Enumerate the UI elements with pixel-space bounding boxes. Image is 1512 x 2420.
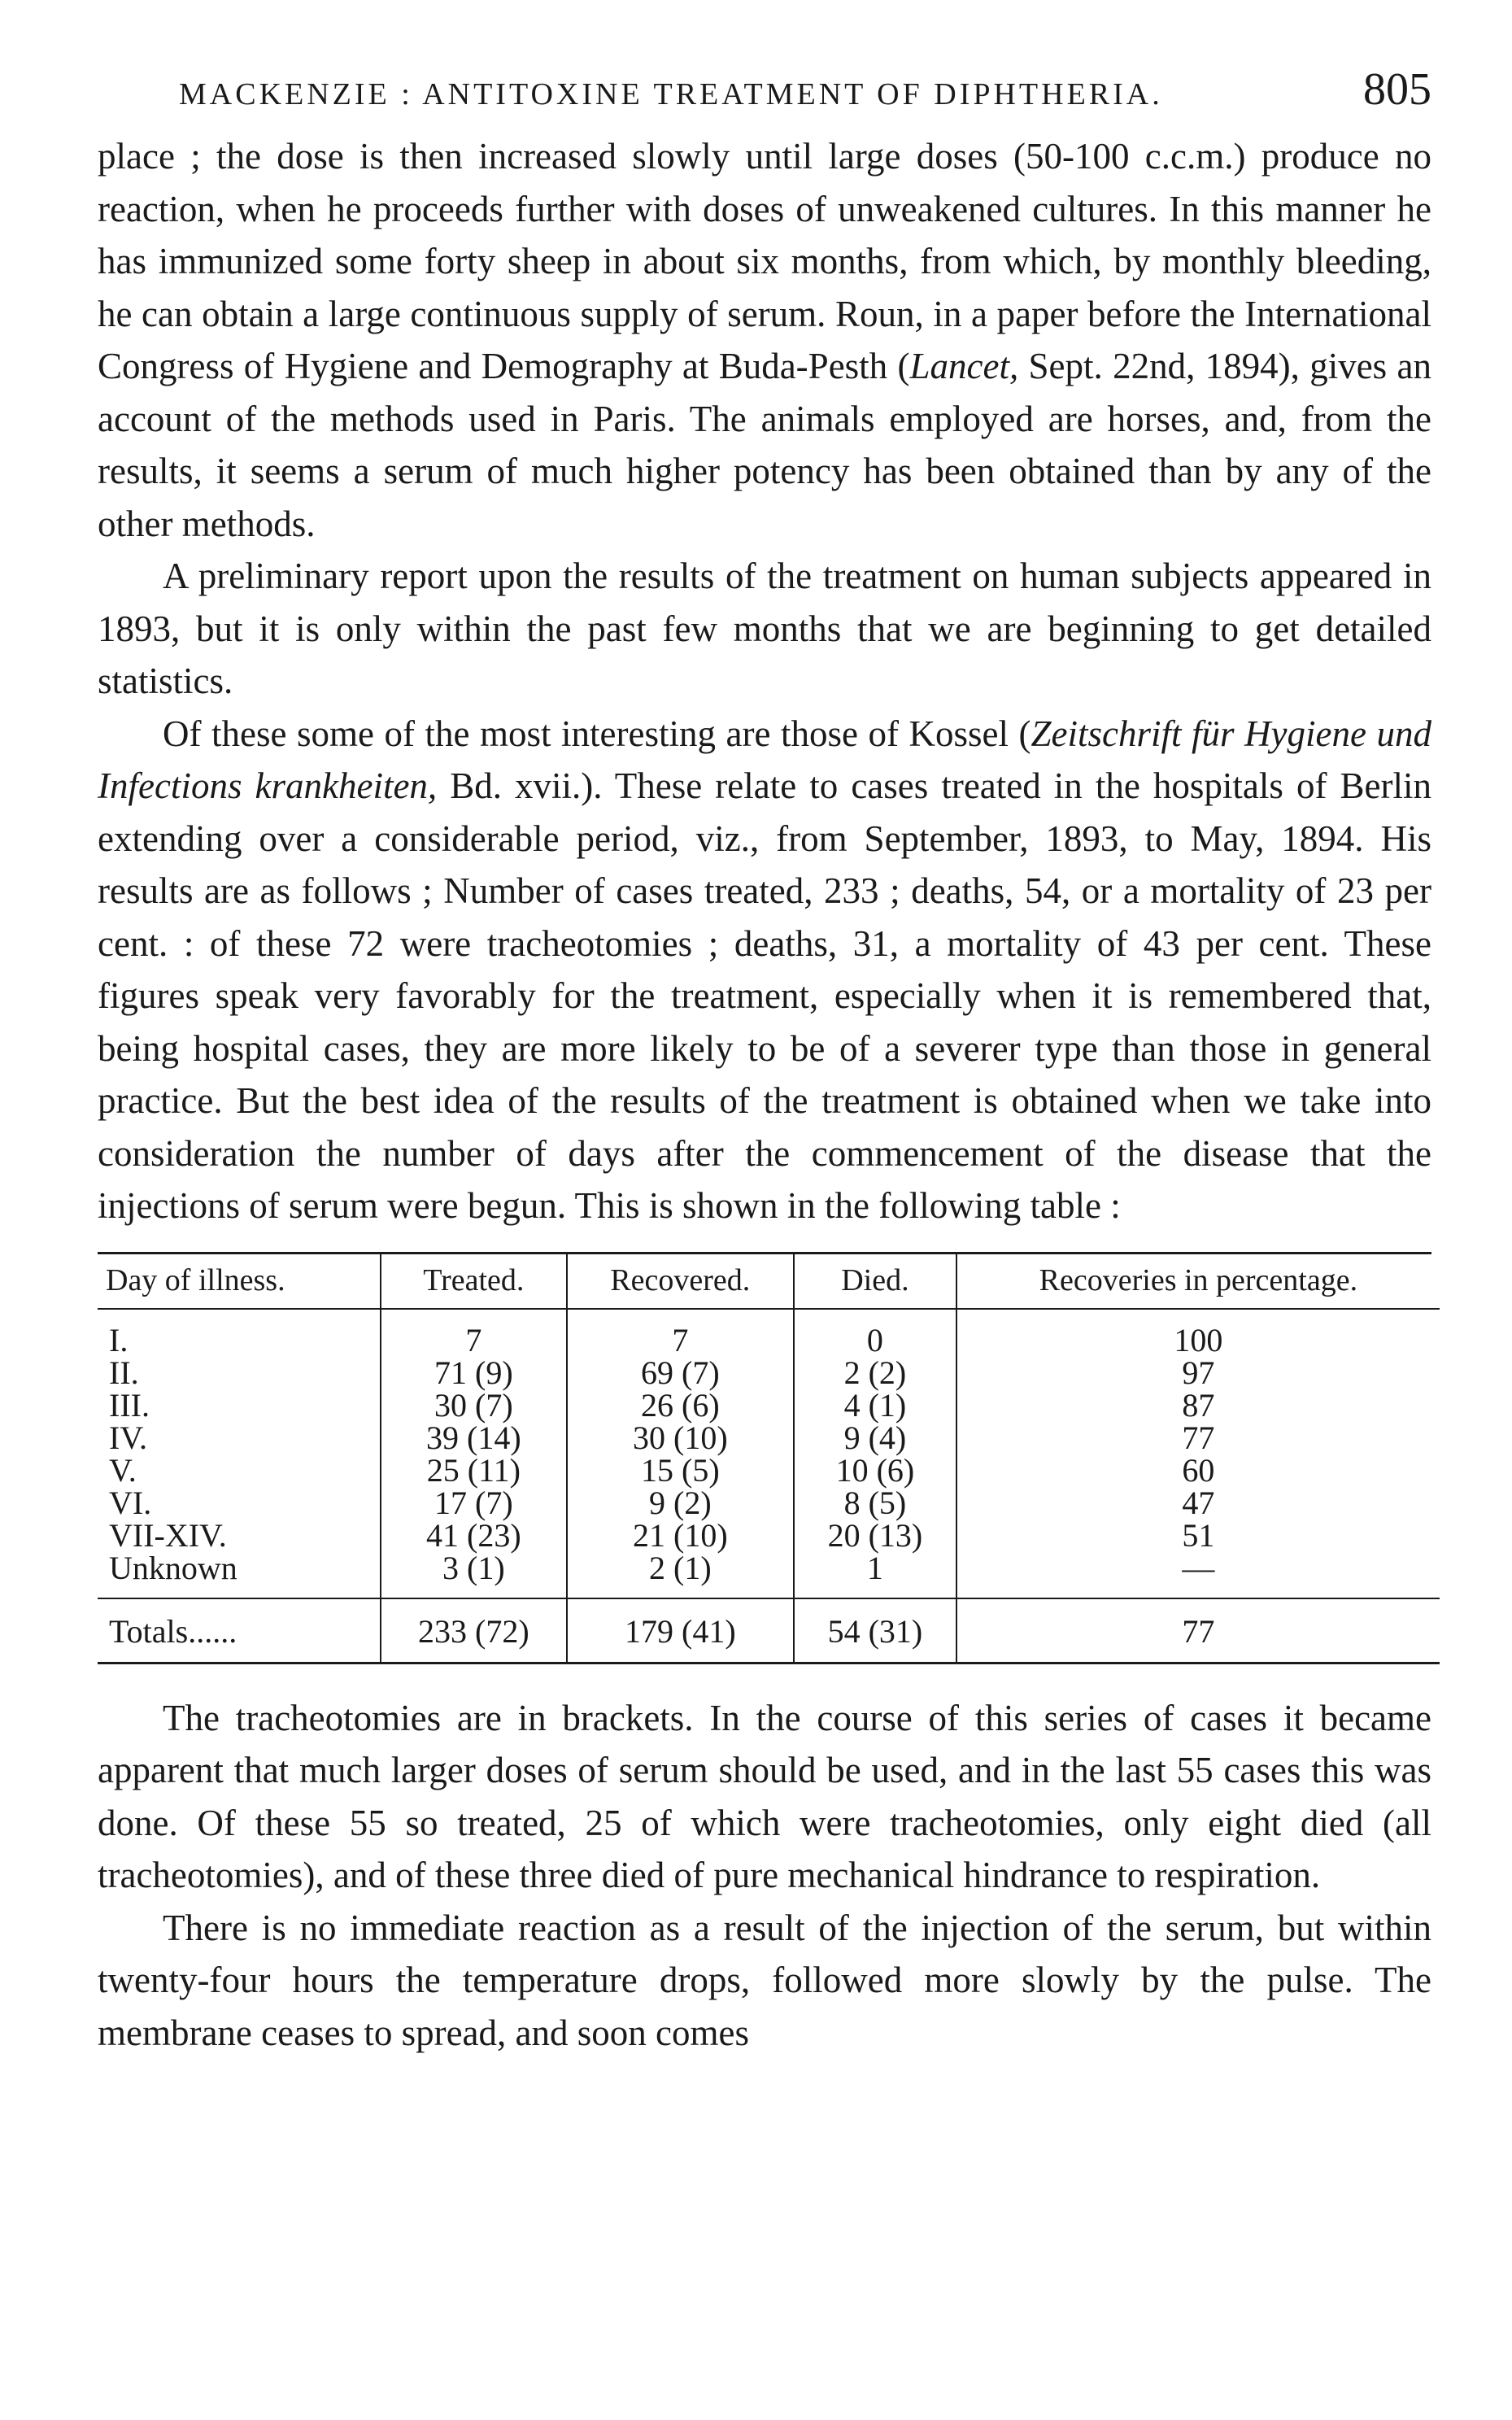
- cell-percentage: —: [956, 1552, 1440, 1598]
- cell-percentage: 100: [956, 1309, 1440, 1357]
- cell-recovered: 7: [567, 1309, 794, 1357]
- totals-recovered: 179 (41): [567, 1598, 794, 1663]
- cell-recovered: 30 (10): [567, 1422, 794, 1454]
- table-header-row: [98, 1254, 1440, 1309]
- cell-treated: 3 (1): [381, 1552, 567, 1598]
- totals-died: 54 (31): [794, 1598, 956, 1663]
- header-day: Day of illness.: [98, 1254, 381, 1309]
- cell-treated: 25 (11): [381, 1454, 567, 1487]
- cell-day: V.: [109, 1451, 137, 1489]
- cell-treated: 17 (7): [381, 1487, 567, 1520]
- table-row: [98, 1357, 1440, 1389]
- paragraph-reaction: There is no immediate reaction as a result of the injection of the serum, but within twenty-four hours the temperature drops, followed more slowly by the pulse. The membrane ceases to spread, and soon comes: [98, 1907, 1431, 2053]
- paragraph-preliminary-report: A preliminary report upon the results of the treatment on human subjects appeared in 1893, but it is only within the past few months that we are beginning to get detailed statistics.: [98, 556, 1431, 701]
- cell-died: 2 (2): [794, 1357, 956, 1389]
- cell-died: 8 (5): [794, 1487, 956, 1520]
- cell-treated: 41 (23): [381, 1520, 567, 1552]
- cell-treated: 71 (9): [381, 1357, 567, 1389]
- cell-day: Unknown: [109, 1549, 237, 1586]
- paragraph-tracheotomies: The tracheotomies are in brackets. In the course of this series of cases it became apparent that much larger doses of serum should be used, and in the last 55 cases this was done. Of these 55 so treated, 25 of which were tracheotomies, only eight died (all tracheotomies), and of these three died of pure mechanical hindrance to respiration.: [98, 1697, 1431, 1895]
- paragraph-text: Sept. 22nd, 1894), gives an account of the methods used in Paris. The animals employed are horses, and, from the results, it seems a serum of much higher potency has been obtained than by any of the other methods.: [98, 346, 1431, 544]
- paragraph-text: place ; the dose is then increased slowly until large doses (50-100 c.c.m.) produce no reaction, when he proceeds further with doses of unweakened cultures. In this manner he has immunized some forty sheep in about six months, from which, by monthly bleeding, he can obtain a large continuous supply of serum. Roun, in a paper before the International Congress of Hygiene and Demography at Buda-Pesth (: [98, 136, 1431, 386]
- cell-died: 4 (1): [794, 1389, 956, 1422]
- table-row: [98, 1309, 1440, 1357]
- table-row: [98, 1389, 1440, 1422]
- cell-treated: 30 (7): [381, 1389, 567, 1422]
- document-page: [98, 57, 1431, 2059]
- paragraph-serum-production: [98, 130, 1431, 550]
- page-number: 805: [1363, 64, 1431, 115]
- cell-died: 1: [794, 1552, 956, 1598]
- table-row: [98, 1487, 1440, 1520]
- totals-percentage: 77: [956, 1598, 1440, 1663]
- cell-day: II.: [109, 1354, 139, 1391]
- cell-died: 0: [794, 1309, 956, 1357]
- cell-day: I.: [109, 1321, 129, 1358]
- cell-recovered: 26 (6): [567, 1389, 794, 1422]
- cell-percentage: 47: [956, 1487, 1440, 1520]
- italic-citation: Zeitschrift für Hygiene und Infections krankheiten,: [98, 713, 1431, 806]
- cell-died: 9 (4): [794, 1422, 956, 1454]
- table-row: [98, 1552, 1440, 1598]
- cell-day: IV.: [109, 1419, 148, 1456]
- running-title: MACKENZIE : ANTITOXINE TREATMENT OF DIPHTHERIA.: [179, 77, 1163, 111]
- header-died: Died.: [794, 1254, 956, 1309]
- totals-treated: 233 (72): [381, 1598, 567, 1663]
- totals-label: Totals......: [98, 1598, 381, 1663]
- header-recovered: Recovered.: [567, 1254, 794, 1309]
- cell-percentage: 77: [956, 1422, 1440, 1454]
- table-row: [98, 1454, 1440, 1487]
- cell-recovered: 69 (7): [567, 1357, 794, 1389]
- header-treated: Treated.: [381, 1254, 567, 1309]
- cell-treated: 39 (14): [381, 1422, 567, 1454]
- results-table: [98, 1254, 1440, 1664]
- cell-recovered: 15 (5): [567, 1454, 794, 1487]
- cell-percentage: 97: [956, 1357, 1440, 1389]
- table-totals-row: [98, 1598, 1440, 1663]
- paragraph-text: Of these some of the most interesting are those of Kossel (: [163, 713, 1031, 754]
- table-row: [98, 1520, 1440, 1552]
- results-table-wrap: [98, 1252, 1431, 1664]
- cell-recovered: 9 (2): [567, 1487, 794, 1520]
- italic-citation: Lancet,: [909, 346, 1019, 386]
- cell-treated: 7: [381, 1309, 567, 1357]
- cell-percentage: 87: [956, 1389, 1440, 1422]
- cell-died: 20 (13): [794, 1520, 956, 1552]
- cell-day: III.: [109, 1386, 150, 1424]
- header-percentage: Recoveries in percentage.: [956, 1254, 1440, 1309]
- paragraph-kossel-results: [98, 708, 1431, 1232]
- table-row: [98, 1422, 1440, 1454]
- cell-percentage: 60: [956, 1454, 1440, 1487]
- paragraph-text: Bd. xvii.). These relate to cases treated in the hospitals of Berlin extending over a considerable period, viz., from September, 1893, to May, 1894. His results are as follows ; Number of cases treated, 233 ; deaths, 54, or a mortality of 23 per cent. : of these 72 were tracheotomies ; deaths, 31, a mortality of 43 per cent. These figures speak very favorably for the treatment, especially when it is remembered that, being hospital cases, they are more likely to be of a severer type than those in general practice. But the best idea of the results of the treatment is obtained when we take into consideration the number of days after the commencement of the disease that the injections of serum were begun. This is shown in the following table :: [98, 765, 1431, 1226]
- cell-recovered: 21 (10): [567, 1520, 794, 1552]
- cell-recovered: 2 (1): [567, 1552, 794, 1598]
- cell-died: 10 (6): [794, 1454, 956, 1487]
- running-head: [98, 57, 1431, 130]
- cell-day: VI.: [109, 1484, 152, 1521]
- cell-percentage: 51: [956, 1520, 1440, 1552]
- cell-day: VII-XIV.: [109, 1516, 227, 1554]
